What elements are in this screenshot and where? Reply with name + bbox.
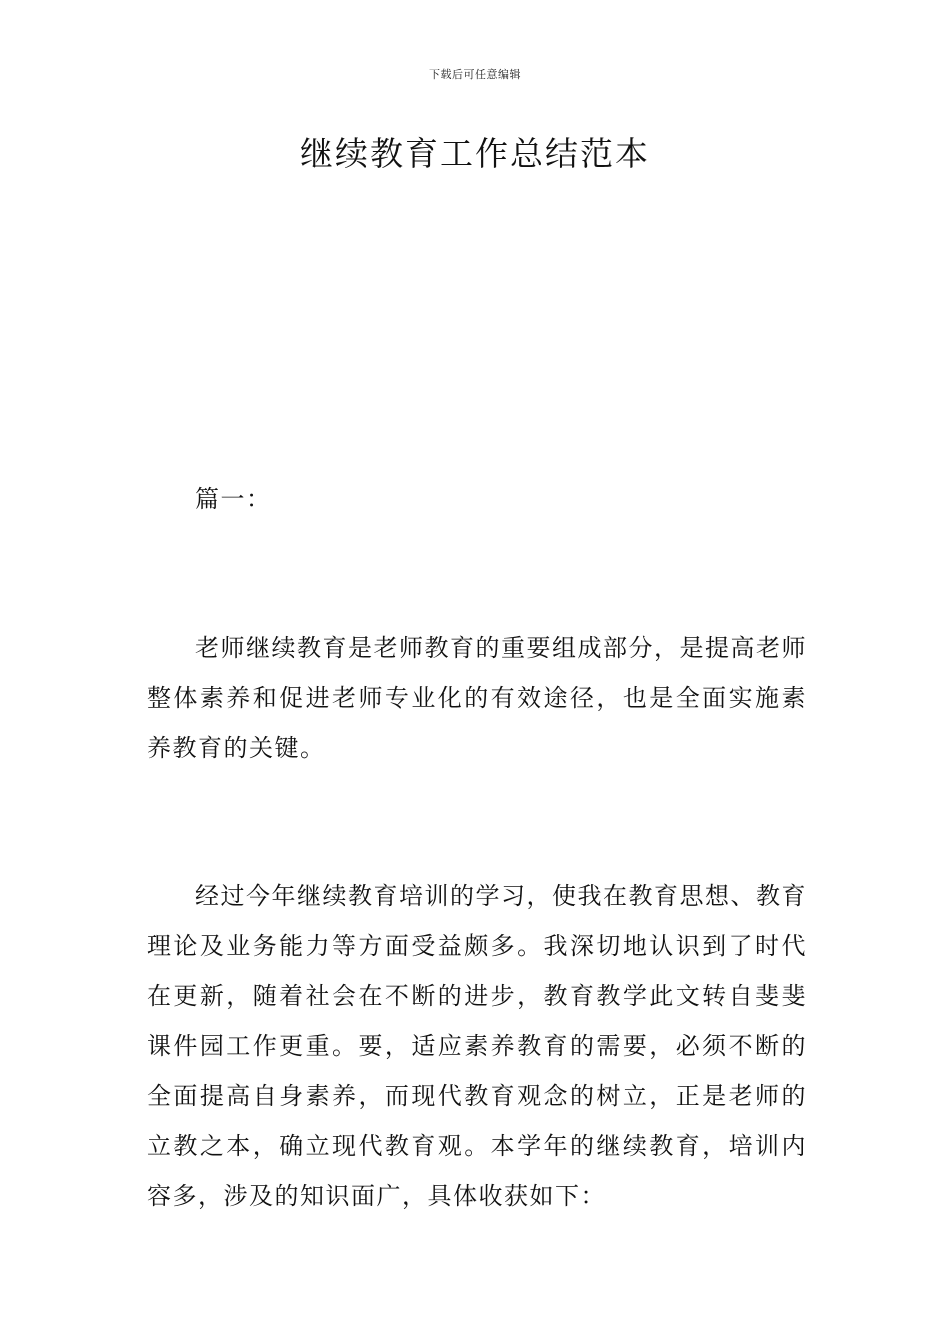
page-header-note: 下载后可任意编辑 (429, 68, 521, 81)
section-label: 篇一： (195, 485, 272, 513)
document-title: 继续教育工作总结范本 (300, 134, 650, 173)
body-paragraph-2: 经过今年继续教育培训的学习，使我在教育思想、教育理论及业务能力等方面受益颇多。我深切地认识到了时代在更新，随着社会在不断的进步，教育教学此文转自斐斐课件园工作更重。要，适应素养教育的需要，必须不断的全面提高自身素养，而现代教育观念的树立，正是老师的立教之本，确立现代教育观。本学年的继续教育，培训内容多，涉及的知识面广，具体收获如下： (147, 882, 807, 1210)
body-paragraph-1: 老师继续教育是老师教育的重要组成部分，是提高老师整体素养和促进老师专业化的有效途径，也是全面实施素养教育的关键。 (147, 634, 807, 762)
